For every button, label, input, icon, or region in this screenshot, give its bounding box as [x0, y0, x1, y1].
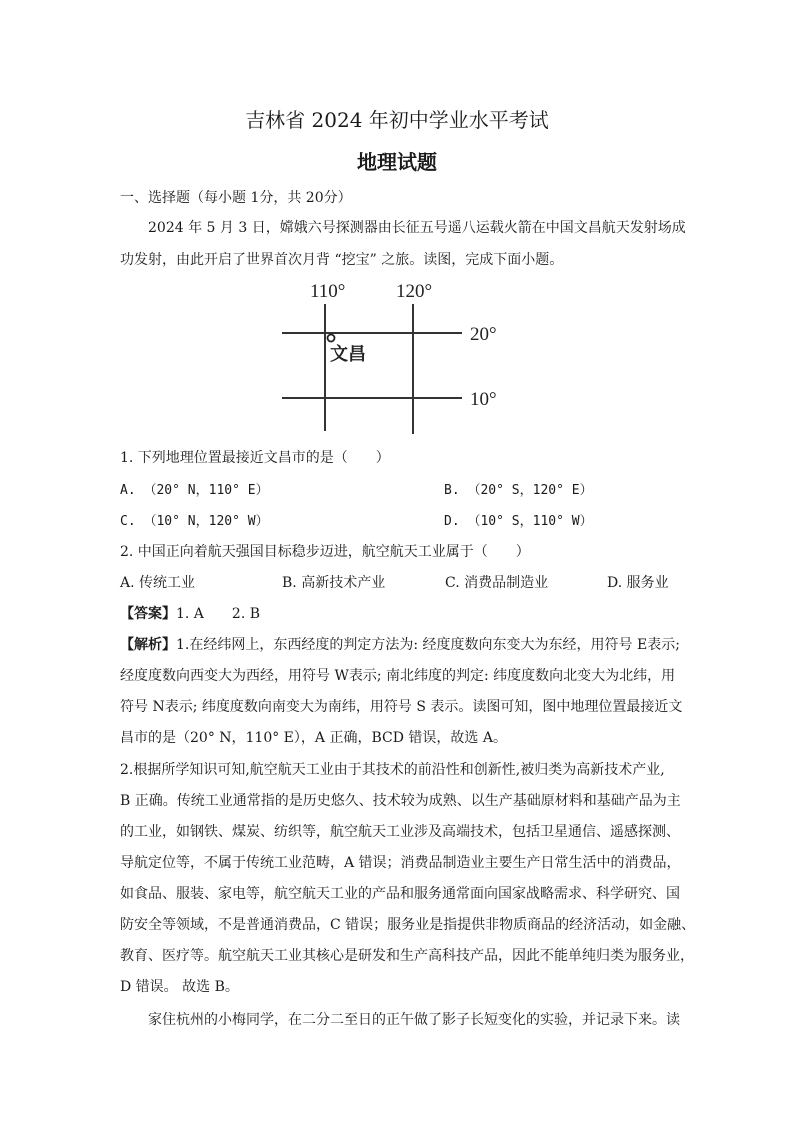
answer-tag: 【答案】: [120, 606, 176, 622]
analysis-line-9: 防安全等领域，不是普通消费品，C 错误；服务业是指提供非物质商品的经济活动，如金融、: [120, 917, 696, 933]
analysis-line-2: 符号 N表示; 纬度度数向南变大为南纬，用符号 S 表示。读图可知，图中地理位置最接近文: [120, 699, 683, 715]
lat-long-grid-figure: [270, 276, 510, 436]
analysis-line-7: 导航定位等，不属于传统工业范畴，A 错误；消费品制造业主要生产日常生活中的消费品，: [120, 855, 681, 871]
q1-option-d: D. （10° S，110° W）: [444, 514, 593, 529]
city-label: 文昌: [330, 344, 366, 364]
q1-option-a: A. （20° N，110° E）: [120, 483, 269, 498]
analysis-line-3: 昌市的是（20° N，110° E），A 正确，BCD 错误，故选 A。: [120, 730, 507, 746]
q2-stem: 2. 中国正向着航天强国目标稳步迈进，航空航天工业属于（ ）: [120, 544, 530, 560]
q1-option-b: B. （20° S，120° E）: [444, 483, 593, 498]
q1-option-c: C. （10° N，120° W）: [120, 514, 269, 529]
intro-line-1: 2024 年 5 月 3 日，嫦娥六号探测器由长征五号遥八运载火箭在中国文昌航天发射场成: [148, 220, 686, 236]
lat-label-20: 20°: [470, 324, 497, 345]
analysis-line-1: 经度度数向西变大为西经，用符号 W表示; 南北纬度的判定: 纬度度数向北变大为北纬，用: [120, 668, 676, 684]
analysis-tag: 【解析】: [120, 637, 176, 653]
q2-option-b: B. 高新技术产业: [282, 575, 386, 591]
exam-subtitle: 地理试题: [357, 150, 437, 174]
section-heading: 一、选择题（每小题 1分，共 20分）: [120, 190, 352, 206]
analysis-first-line: [120, 634, 680, 654]
q2-option-c: C. 消费品制造业: [445, 575, 549, 591]
exam-title: 吉林省 2024 年初中学业水平考试: [245, 108, 549, 132]
wenchang-marker-icon: [328, 335, 335, 342]
q1-stem: 1. 下列地理位置最接近文昌市的是（ ）: [120, 450, 390, 466]
lon-label-120: 120°: [396, 281, 433, 302]
analysis-line-10: 教育、医疗等。航空航天工业其核心是研发和生产高科技产品，因此不能单纯归类为服务业，: [120, 948, 694, 964]
intro-line-2: 功发射，由此开启了世界首次月背 “挖宝” 之旅。读图，完成下面小题。: [120, 252, 564, 268]
analysis-line-8: 如食品、服装、家电等，航空航天工业的产品和服务通常面向国家战略需求、科学研究、国: [120, 886, 680, 902]
analysis-line-0: 1.在经纬网上，东西经度的判定方法为: 经度度数向东变大为东经，用符号 E表示;: [176, 637, 680, 653]
lat-label-10: 10°: [470, 389, 497, 410]
next-question-intro: 家住杭州的小梅同学，在二分二至日的正午做了影子长短变化的实验，并记录下来。读: [148, 1012, 680, 1028]
answer-line: [120, 603, 260, 623]
q2-option-d: D. 服务业: [607, 575, 669, 591]
lon-label-110: 110°: [310, 281, 346, 302]
answer-text: 1. A 2. B: [176, 606, 261, 622]
q2-option-a: A. 传统工业: [120, 575, 196, 591]
analysis-line-11: D 错误。 故选 B。: [120, 979, 239, 995]
analysis-line-5: B 正确。传统工业通常指的是历史悠久、技术较为成熟、以生产基础原材料和基础产品为主: [120, 793, 681, 809]
analysis-line-6: 的工业，如钢铁、煤炭、纺织等，航空航天工业涉及高端技术，包括卫星通信、遥感探测、: [120, 824, 680, 840]
analysis-line-4: 2.根据所学知识可知,航空航天工业由于其技术的前沿性和创新性,被归类为高新技术产业,: [120, 762, 665, 778]
